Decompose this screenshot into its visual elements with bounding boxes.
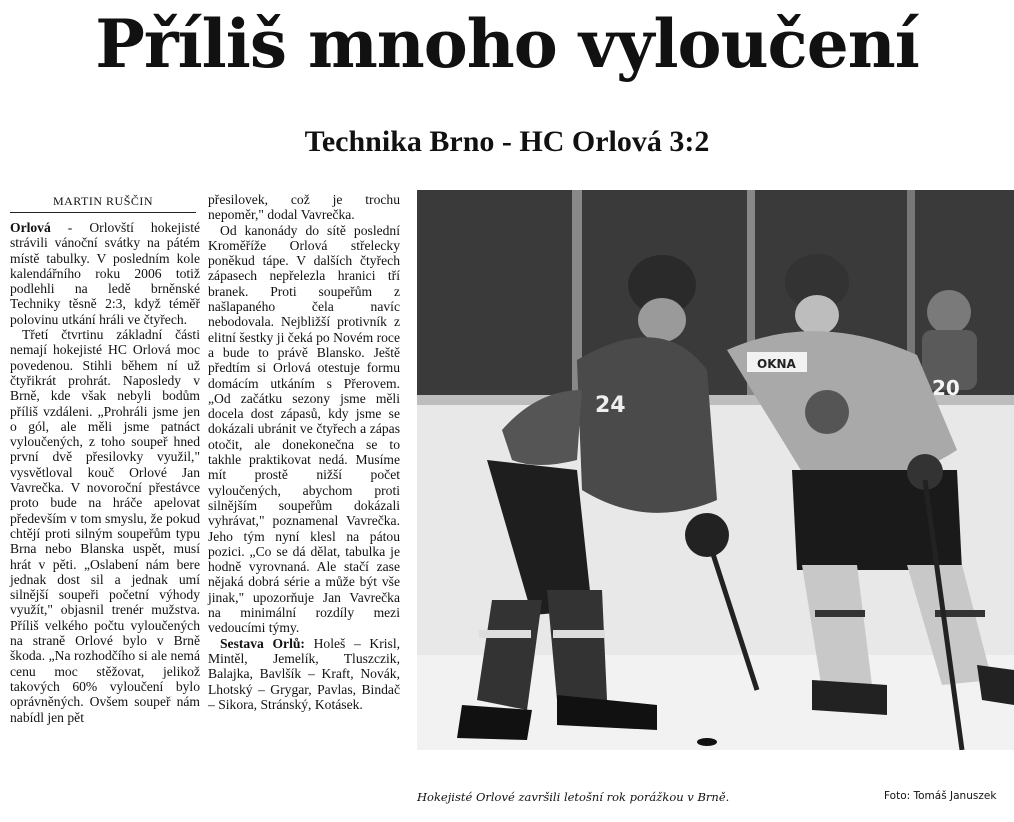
sponsor-text: OKNA <box>757 357 796 371</box>
lineup-label: Sestava Orlů: <box>220 635 305 651</box>
lineup-text: Holeš – Krisl, Mintěl, Jemelík, Tluszczik, Balajka, Bavlšík – Kraft, Novák, Lhotský – Grygar, Pavlas, Bindač – Sikora, Stránský, Kotásek. <box>208 635 401 712</box>
article-column-1 <box>10 220 200 725</box>
jersey-number-left: 24 <box>595 393 626 418</box>
paragraph: Třetí čtvrtinu základní části nemají hokejisté HC Orlová moc povedenou. Stihli během ní už čtyřikrát prohrát. Naposledy v Brně, kde však nebyli bodům příliš vzdáleni. „Prohráli jsme jen o gól, ale měli jsme patnáct vyloučených, z toho soupeř hned první dvě přesilovky využil," vysvětloval kouč Orlové Jan Vavrečka. V novoroční přestávce proto bude na hráče apelovat především v tom smyslu, že pokud chtějí proti silným soupeřům typu Brna nebo Blanska uspět, musí hrát v pěti. „Oslabení nám bere jednak dost sil a jednak umí silnější soupeři početní výhody využít," objasnil trenér mužstva. Příliš velkého počtu vyloučených na straně Orlové bylo v Brně škoda. „Na rozhodčího si ale nemá cenu moc stěžovat, jelikož takových 60% vyloučení bylo oprávněných. Ovšem soupeř nám nabídl jen pět <box>10 327 200 725</box>
lead-text: - Orlovští hokejisté strávili vánoční svátky na pátém místě tabulky. V posledním kole kalendářního roku 2006 totiž podlehli na ledě brněnské Techniky těsně 2:3, když téměř polovinu utkání hráli ve čtyřech. <box>10 220 200 327</box>
photo-credit: Foto: Tomáš Januszek <box>884 790 997 802</box>
subheadline: Technika Brno - HC Orlová 3:2 <box>304 125 710 158</box>
lead-paragraph <box>10 220 200 327</box>
headline: Příliš mnoho vyloučení <box>95 5 919 83</box>
paragraph: Od kanonády do sítě poslední Kroměříže Orlová střelecky poněkud tápe. V dalších čtyřech zápasech nepřelezla hranici tří branek. Proti soupeřům z našlapaného čela navíc nebodovala. Nejbližší protivník z elitní šestky ji čeká po Novém roce a bude to právě Blansko. Ještě předtím si Orlová otestuje formu domácím utkáním s Přerovem. „Od začátku sezony jsme měli docela dost zápasů, kdy jsme se dokázali ubránit ve čtyřech a zápas otočit, ale donekonečna se to takhle praktikovat nedá. Musíme mít prostě nižší počet vyloučených, abychom proti silnějším soupeřům dokázali vyhrávat," poznamenal Vavrečka. Jeho tým nyní klesl na pátou pozici. „Co se dá dělat, tabulka je hodně vyrovnaná. Ale stačí zase nějaká dobrá série a může být vše jinak," upozorňuje Jan Vavrečka na minimální rozdíly mezi vedoucími týmy. <box>208 222 400 636</box>
lineup-paragraph <box>208 636 400 712</box>
article-column-2 <box>208 192 400 712</box>
photo-caption: Hokejisté Orlové završili letošní rok porážkou v Brně. <box>417 790 730 804</box>
dateline: Orlová <box>10 220 51 235</box>
jersey-number-right: 20 <box>932 376 960 400</box>
hockey-photo <box>417 190 1014 750</box>
byline: MARTIN RUŠČIN <box>10 194 196 213</box>
puck <box>697 738 717 746</box>
paragraph: přesilovek, což je trochu nepoměr," dodal Vavrečka. <box>208 192 400 223</box>
